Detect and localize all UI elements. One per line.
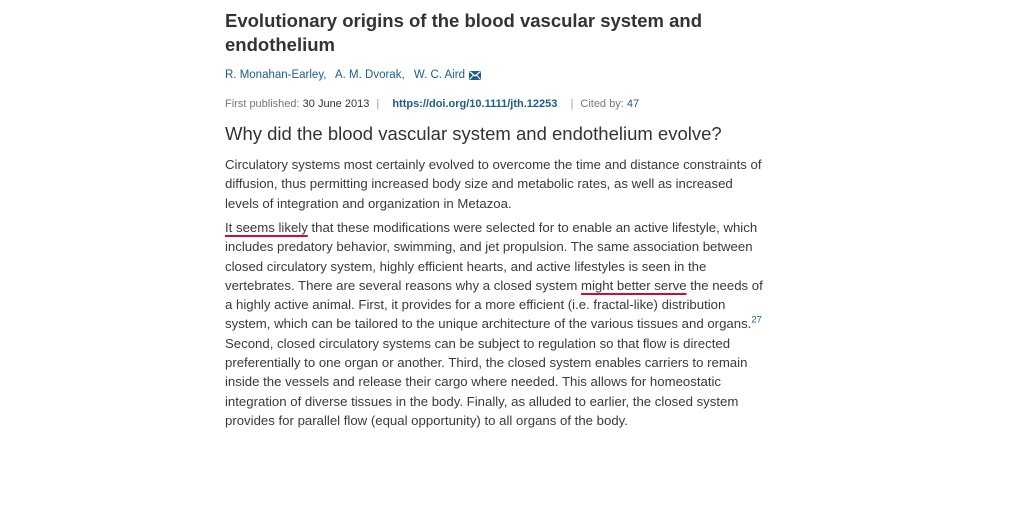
author-link[interactable]: W. C. Aird xyxy=(413,69,465,81)
section-heading: Why did the blood vascular system and endothelium evolve? xyxy=(225,123,722,144)
first-published-label: First published: xyxy=(225,98,300,110)
publication-meta xyxy=(225,96,639,112)
author-link[interactable]: R. Monahan-Earley, xyxy=(225,69,327,81)
article-title: Evolutionary origins of the blood vascular system and endothelium xyxy=(225,10,702,55)
first-published-date: 30 June 2013 xyxy=(302,98,370,110)
paragraph-2 xyxy=(225,218,793,430)
text-line: includes predatory behavior, swimming, and jet propulsion. The same association between xyxy=(225,239,753,255)
meta-separator: | xyxy=(570,98,574,110)
text-line: levels of integration and organization in Metazoa. xyxy=(225,195,512,211)
author-link[interactable]: A. M. Dvorak, xyxy=(334,69,405,81)
reference-link[interactable]: 27 xyxy=(751,315,762,327)
mail-icon[interactable] xyxy=(469,69,481,85)
text-span: the needs of xyxy=(686,277,763,293)
text-span: that these modifications were selected for to enable an active lifestyle, which xyxy=(307,220,758,235)
text-line: inside the vessels and release their cargo where needed. This allows for homeostatic xyxy=(225,374,722,390)
text-line xyxy=(225,218,793,237)
text-line: closed circulatory system, highly efficient hearts, and active lifestyles is seen in the xyxy=(225,258,707,274)
meta-separator: | xyxy=(376,98,380,110)
text-line xyxy=(225,276,793,295)
highlighted-phrase: might better serve xyxy=(580,277,687,293)
cited-by-label: Cited by: xyxy=(580,98,624,110)
text-span: system, which can be tailored to the unique architecture of the various tissues and organs. xyxy=(225,316,752,332)
text-line: integration of diverse tissues in the body. Finally, as alluded to earlier, the closed system xyxy=(225,393,739,409)
highlighted-phrase: It seems likely xyxy=(225,220,308,235)
text-line: Circulatory systems most certainly evolved to overcome the time and distance constraints of xyxy=(225,157,762,172)
text-line xyxy=(225,314,793,333)
doi-link[interactable]: https://doi.org/10.1111/jth.12253 xyxy=(392,98,558,110)
text-line: preferentially to one organ or another. Third, the closed system enables carriers to remain xyxy=(225,355,748,371)
text-line: a highly active animal. First, it provides for a more efficient (i.e. fractal-like) distribution xyxy=(225,297,726,313)
text-span: vertebrates. There are several reasons why a closed system xyxy=(225,277,581,293)
author-list xyxy=(225,67,481,85)
text-line: diffusion, thus permitting increased body size and metabolic rates, as well as increased xyxy=(225,176,733,192)
text-line: provides for parallel flow (equal opportunity) to all organs of the body. xyxy=(225,412,628,428)
text-line: Second, closed circulatory systems can be subject to regulation so that flow is directed xyxy=(225,335,731,351)
cited-by-link[interactable]: 47 xyxy=(626,98,640,110)
paragraph-1 xyxy=(225,155,793,213)
